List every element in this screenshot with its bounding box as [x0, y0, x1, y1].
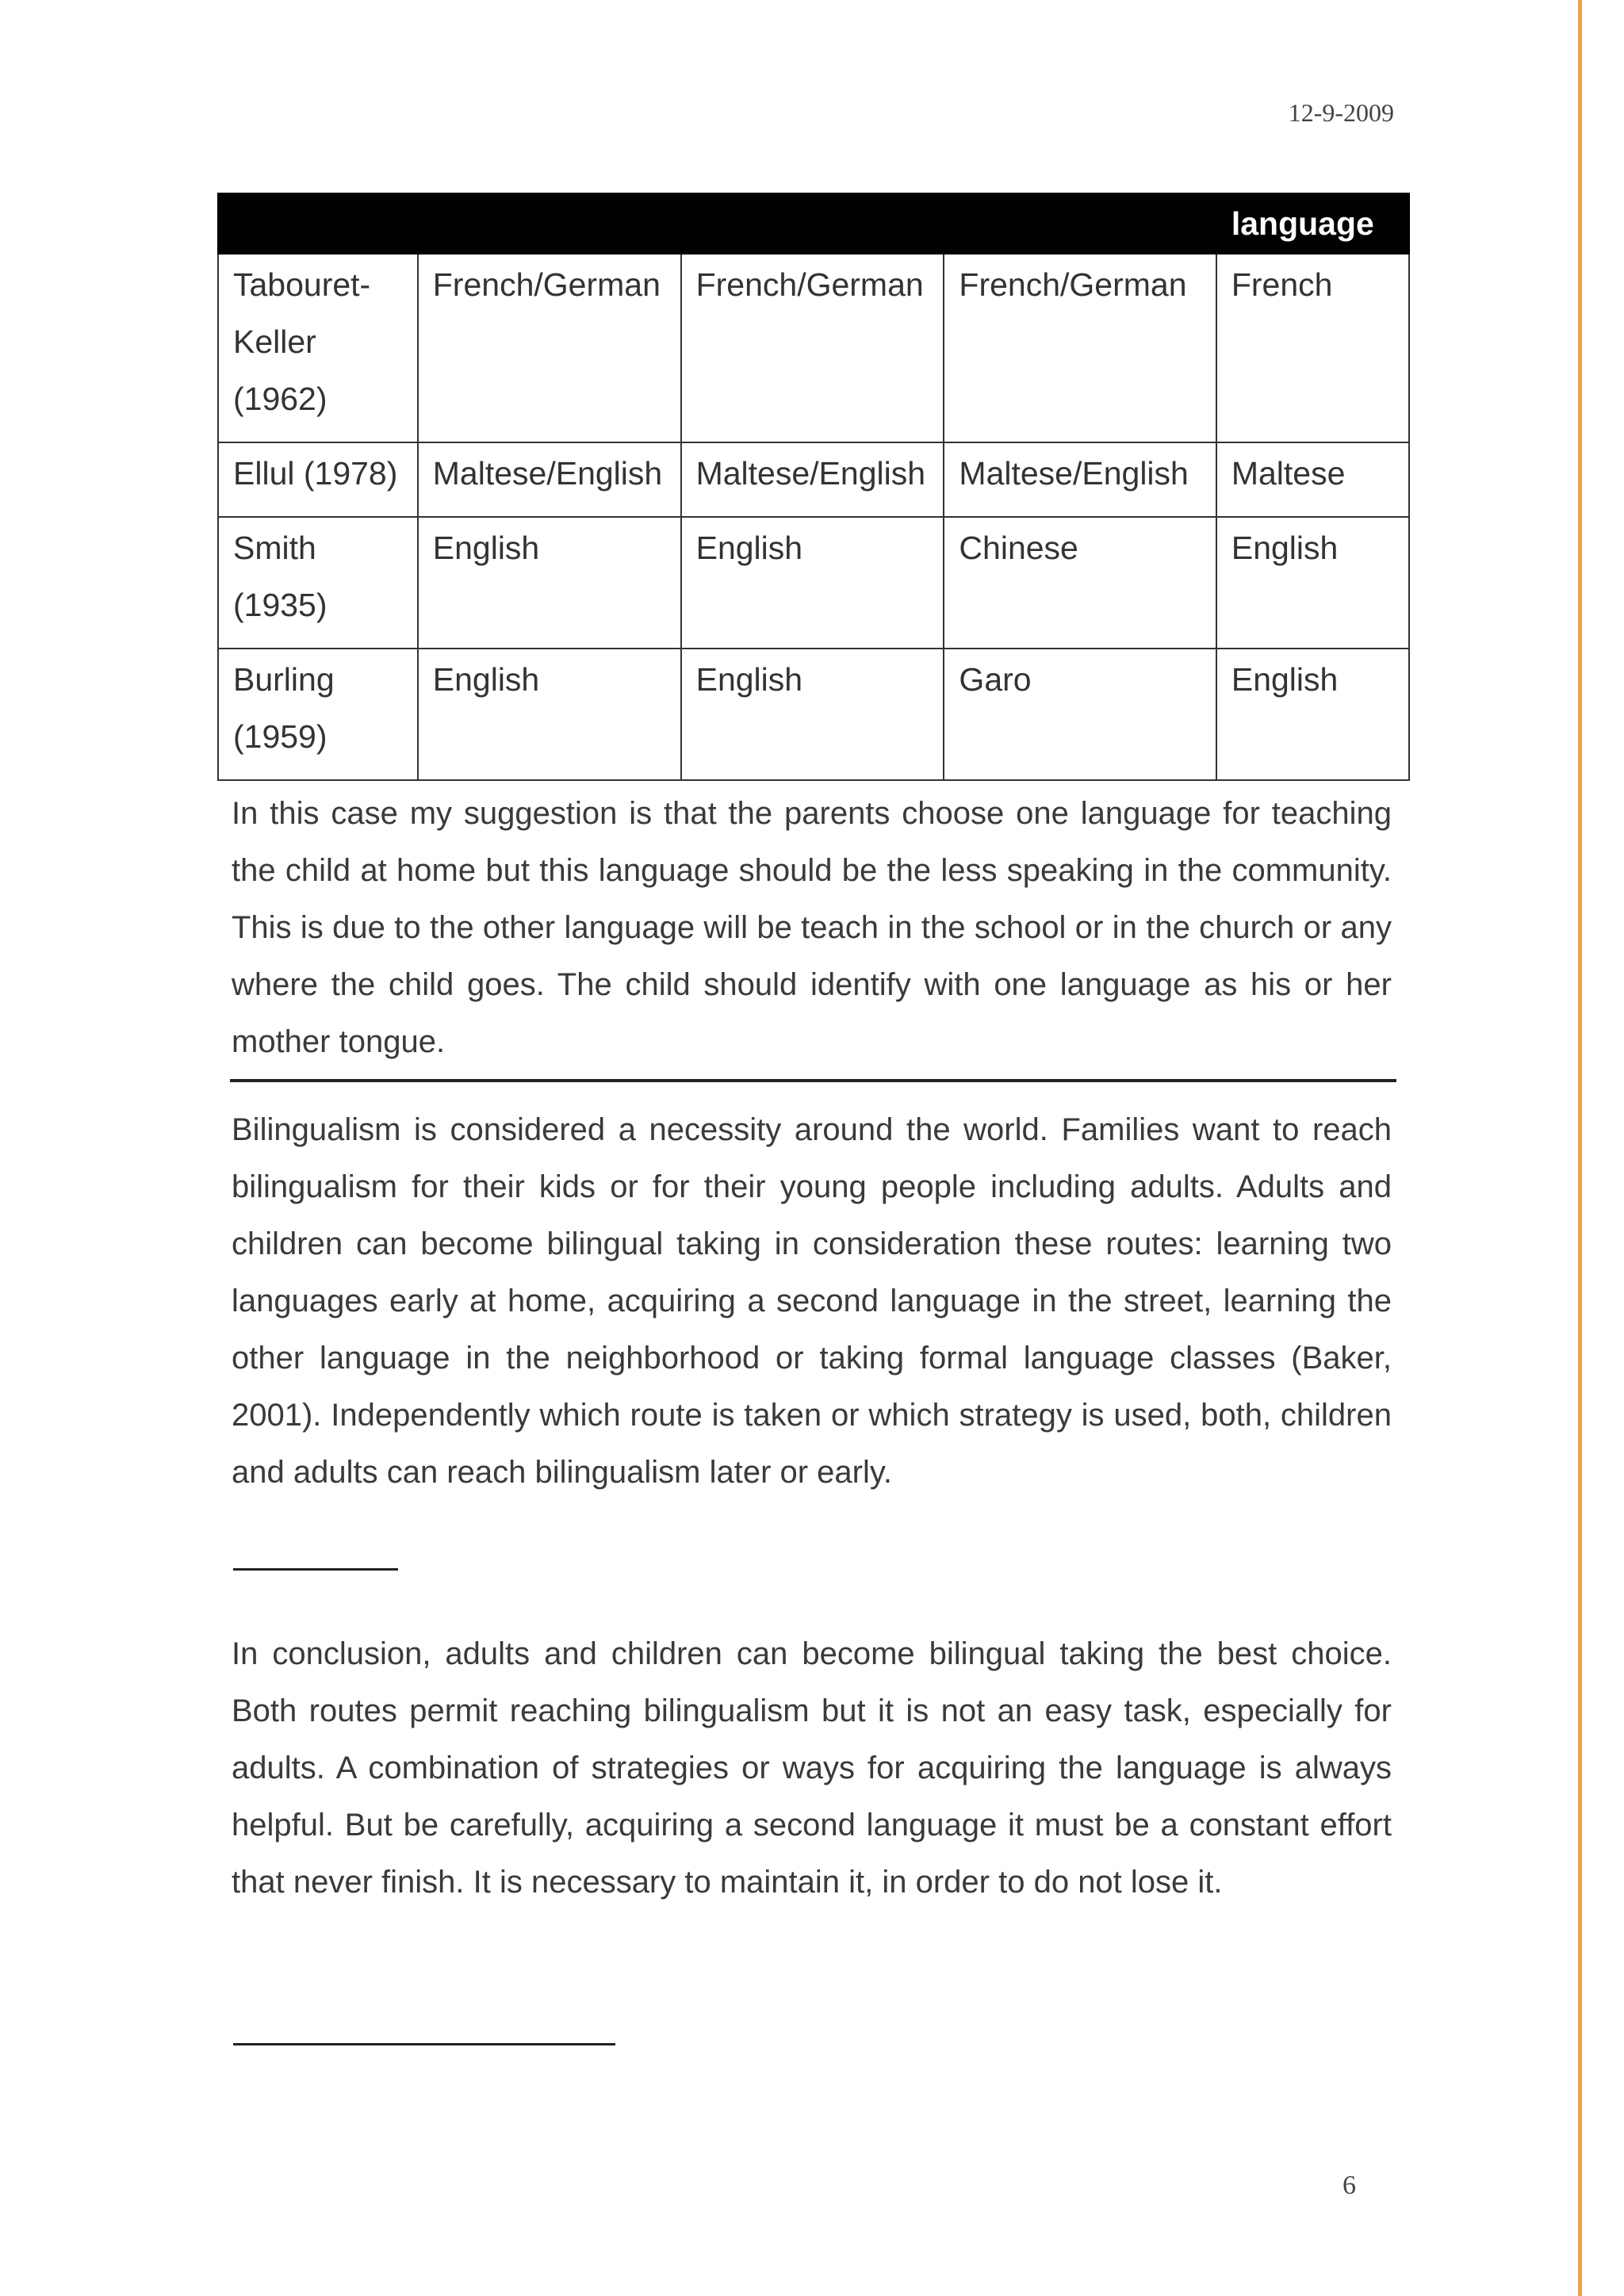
- footnote-separator: [233, 2043, 615, 2045]
- table-cell: Burling (1959): [218, 649, 418, 780]
- table-row: [218, 517, 1409, 649]
- suggestion-paragraph: In this case my suggestion is that the parents choose one language for teaching the child at home but this language should be the less speaking in the community. This is due to the other language will be teach in the school or in the church or any where the child goes. The child should identify with one language as his or her mother tongue.: [232, 796, 1392, 1059]
- table-row: [218, 254, 1409, 442]
- table-row: [218, 649, 1409, 780]
- bilingualism-paragraph: Bilingualism is considered a necessity around the world. Families want to reach bilingualism for their kids or for their young people including adults. Adults and children can become bilingual taking in consideration these routes: learning two languages early at home, acquiring a second language in the street, learning the other language in the neighborhood or taking formal language classes (Baker, 2001). Independently which route is taken or which strategy is used, both, children and adults can reach bilingualism later or early.: [232, 1112, 1392, 1490]
- table-cell: English: [681, 649, 944, 780]
- table-header-cell: [681, 193, 944, 254]
- page-right-border: [1578, 0, 1582, 2296]
- table-cell: Ellul (1978): [218, 442, 418, 517]
- table-cell: Smith (1935): [218, 517, 418, 649]
- table-header-cell: language: [1216, 193, 1409, 254]
- table-cell: Maltese/English: [418, 442, 681, 517]
- table-cell: French/German: [418, 254, 681, 442]
- table-cell: English: [1216, 649, 1409, 780]
- table-cell: Tabouret-Keller (1962): [218, 254, 418, 442]
- page-number: 6: [1342, 2171, 1356, 2200]
- table-cell: English: [418, 649, 681, 780]
- table-cell: Maltese/English: [944, 442, 1216, 517]
- table-header-cell: [418, 193, 681, 254]
- short-divider: [233, 1568, 398, 1571]
- header-date: 12-9-2009: [1288, 98, 1394, 127]
- language-table: [217, 193, 1410, 781]
- table-header-row: [218, 193, 1409, 254]
- table-cell: Chinese: [944, 517, 1216, 649]
- table-row: [218, 442, 1409, 517]
- table-cell: French/German: [944, 254, 1216, 442]
- table-cell: French: [1216, 254, 1409, 442]
- table-cell: English: [681, 517, 944, 649]
- table-cell: Maltese/English: [681, 442, 944, 517]
- table-cell: English: [418, 517, 681, 649]
- table-header-cell: [944, 193, 1216, 254]
- table-header-cell: [218, 193, 418, 254]
- table-cell: Maltese: [1216, 442, 1409, 517]
- section-divider: [230, 1079, 1396, 1082]
- table-cell: English: [1216, 517, 1409, 649]
- conclusion-paragraph: In conclusion, adults and children can become bilingual taking the best choice. Both routes permit reaching bilingualism but it is not an easy task, especially for adults. A combination of strategies or ways for acquiring the language is always helpful. But be carefully, acquiring a second language it must be a constant effort that never finish. It is necessary to maintain it, in order to do not lose it.: [232, 1636, 1392, 1900]
- table-cell: French/German: [681, 254, 944, 442]
- table-cell: Garo: [944, 649, 1216, 780]
